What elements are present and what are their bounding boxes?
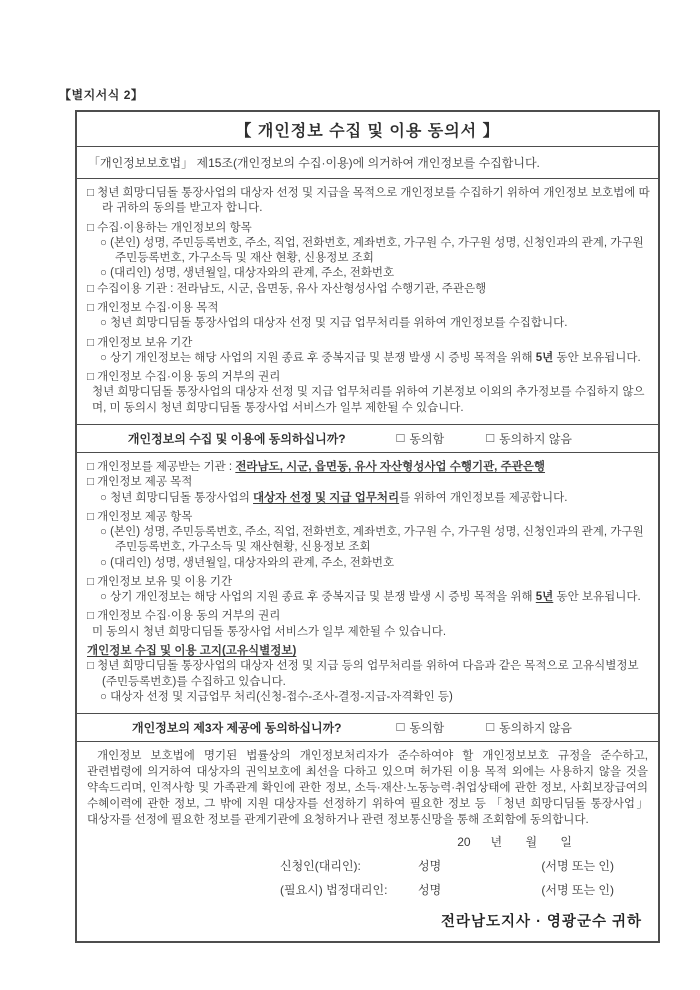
- text-segment: ○ (대리인) 성명, 생년월일, 대상자와의 관계, 주소, 전화번호: [100, 267, 395, 280]
- text-segment: 5년: [535, 351, 554, 364]
- form-text-line: [87, 266, 650, 281]
- text-segment: ○ (대리인) 성명, 생년월일, 대상자와의 관계, 주소, 전화번호: [100, 556, 395, 569]
- agree-label: 동의함: [409, 721, 445, 736]
- form-text-line: [87, 590, 650, 605]
- text-segment: 대상자 선정 및 지급 업무처리: [253, 491, 400, 504]
- form-text-line: [87, 301, 650, 316]
- applicant-signature-row: [87, 857, 648, 874]
- form-text-line: [87, 510, 650, 525]
- form-text-line: [87, 659, 650, 690]
- agree-label: 동의함: [409, 431, 445, 446]
- text-segment: □ 청년 희망디딤돌 통장사업의 대상자 선정 및 지급 등의 업무처리를 위하여 다음과 같은 목적으로 고유식별정보(주민등록번호)를 수집하고 있습니다.: [87, 660, 639, 688]
- text-segment: 동안 보유됩니다.: [553, 351, 641, 364]
- signature-seal-label: (서명 또는 인): [541, 883, 614, 898]
- text-segment: □ 수집이용 기관 : 전라남도, 시군, 읍면동, 유사 자산형성사업 수행기관, 주관은행: [87, 282, 487, 295]
- checkbox-icon[interactable]: □: [396, 429, 405, 445]
- collection-consent-question: 개인정보의 수집 및 이용에 동의하십니까?: [127, 431, 346, 446]
- form-text-line: [87, 525, 650, 556]
- signature-seal-label: (서명 또는 인): [541, 859, 614, 874]
- form-text-line: [87, 460, 650, 475]
- form-title: 【 개인정보 수집 및 이용 동의서 】: [235, 122, 500, 140]
- text-segment: □ 수집·이용하는 개인정보의 항목: [87, 221, 252, 234]
- third-party-consent-row: [77, 713, 658, 741]
- form-text-line: [87, 221, 650, 236]
- recipient-line: 전라남도지사 · 영광군수 귀하: [441, 914, 642, 931]
- third-party-provision-section: [77, 452, 658, 713]
- form-text-line: [87, 575, 650, 590]
- text-segment: 5년: [535, 591, 554, 604]
- form-text-line: [87, 491, 650, 506]
- text-segment: □ 개인정보 제공 목적: [87, 476, 193, 489]
- checkbox-icon[interactable]: □: [396, 719, 405, 735]
- text-segment: 전라남도, 시군, 읍면동, 유사 자산형성사업 수행기관, 주관은행: [235, 460, 546, 473]
- date-line: 20 년 월 일: [457, 835, 572, 850]
- form-text-line: [87, 385, 650, 416]
- text-segment: 미 동의시 청년 희망디딤돌 통장사업 서비스가 일부 제한될 수 있습니다.: [92, 625, 447, 638]
- text-segment: ○ 상기 개인정보는 해당 사업의 지원 종료 후 중복지급 및 분쟁 발생 시 증빙 목적을 위해: [100, 591, 536, 604]
- form-text-line: [87, 690, 650, 705]
- third-party-consent-question: 개인정보의 제3자 제공에 동의하십니까?: [132, 721, 342, 736]
- text-segment: □ 개인정보 수집·이용 목적: [87, 301, 219, 314]
- legal-basis-text: 「개인정보보호법」 제15조(개인정보의 수집·이용)에 의거하여 개인정보를 수집합니다.: [77, 146, 658, 178]
- disagree-label: 동의하지 않음: [499, 431, 572, 446]
- text-segment: ○ (본인) 성명, 주민등록번호, 주소, 직업, 전화번호, 계좌번호, 가구원 수, 가구원 성명, 신청인과의 관계, 가구원 주민등록번호, 가구소득 및 재산 현황, 신용정보 조회: [100, 236, 644, 265]
- text-segment: □ 청년 희망디딤돌 통장사업의 대상자 선정 및 지급을 목적으로 개인정보를 수집하기 위하여 개인정보 보호법에 따라 귀하의 동의를 받고자 합니다.: [87, 187, 650, 215]
- text-segment: 동안 보유됩니다.: [553, 591, 641, 604]
- text-segment: □ 개인정보 제공 항목: [87, 510, 193, 523]
- text-segment: ○ 대상자 선정 및 지급업무 처리(신청-접수-조사-결정-지급-자격확인 등): [100, 690, 453, 703]
- form-text-line: [87, 556, 650, 571]
- text-segment: 개인정보 수집 및 이용 고지(고유식별정보): [87, 645, 297, 658]
- form-text-line: [87, 475, 650, 490]
- text-segment: □ 개인정보 수집·이용 동의 거부의 권리: [87, 610, 281, 623]
- form-text-line: [87, 644, 650, 659]
- text-segment: 청년 희망디딤돌 통장사업의 대상자 선정 및 지급 업무처리를 위하여 기본정보 이외의 추가정보를 수집하지 않으며, 미 동의시 청년 희망디딤돌 통장사업 서비스가 일부 제한될 수 있습니다.: [92, 386, 645, 414]
- form-text-line: [87, 186, 650, 217]
- collection-use-section: [77, 178, 658, 424]
- checkbox-icon[interactable]: □: [486, 719, 495, 735]
- signature-name-label: 성명: [418, 859, 442, 874]
- footer-section: [77, 741, 658, 941]
- text-segment: ○ 상기 개인정보는 해당 사업의 지원 종료 후 중복지급 및 분쟁 발생 시 증빙 목적을 위해: [100, 351, 536, 364]
- pledge-text: 개인정보 보호법에 명기된 법률상의 개인정보처리자가 준수하여야 할 개인정보보호 규정을 준수하고, 관련법령에 의거하여 대상자의 권익보호에 최선을 다하고 있으며 허가된 이용 목적 외에는 사용하지 않을 것을 약속드리며, 인적사항 및 가족관계 확인에 관한 정보, 소득·재산·노동능력·취업상태에 관한 정보, 사회보장급여의 수혜이력에 관한 정보, 그 밖에 지원 대상자를 선정하기 위하여 필요한 정보 등 「청년 희망디딤돌 통장사업」 대상자를 선정에 필요한 정보를 관계기관에 요청하거나 관련 정보통신망을 통해 조회함에 동의합니다.: [87, 750, 648, 826]
- form-text-line: [87, 336, 650, 351]
- form-text-line: [87, 370, 650, 385]
- text-segment: □ 개인정보 보유 및 이용 기간: [87, 575, 233, 588]
- collection-consent-agree-option[interactable]: [397, 430, 445, 447]
- attachment-form-label: 【별지서식 2】: [59, 88, 144, 102]
- checkbox-icon[interactable]: □: [486, 429, 495, 445]
- text-segment: □ 개인정보 수집·이용 동의 거부의 권리: [87, 371, 281, 384]
- text-segment: ○ 청년 희망디딤돌 통장사업의 대상자 선정 및 지급 업무처리를 위하여 개인정보를 수집합니다.: [100, 317, 568, 330]
- form-text-line: [87, 609, 650, 624]
- form-text-line: [87, 625, 650, 640]
- text-segment: □ 개인정보를 제공받는 기관 :: [87, 460, 236, 473]
- disagree-label: 동의하지 않음: [499, 721, 572, 736]
- legal-representative-signature-row: [87, 881, 648, 898]
- text-segment: □ 개인정보 보유 기간: [87, 336, 193, 349]
- signature-name-label: 성명: [418, 883, 442, 898]
- third-party-consent-disagree-option[interactable]: [486, 719, 572, 736]
- text-segment: 를 위하여 개인정보를 제공합니다.: [399, 491, 568, 504]
- form-text-line: [87, 236, 650, 267]
- collection-consent-disagree-option[interactable]: [486, 430, 572, 447]
- collection-consent-row: [77, 424, 658, 452]
- consent-form: [75, 110, 660, 943]
- text-segment: ○ 청년 희망디딤돌 통장사업의: [100, 491, 254, 504]
- third-party-consent-agree-option[interactable]: [397, 719, 445, 736]
- signature-role-label: (필요시) 법정대리인:: [280, 883, 388, 898]
- form-text-line: [87, 351, 650, 366]
- signature-role-label: 신청인(대리인):: [280, 859, 361, 874]
- form-text-line: [87, 282, 650, 297]
- text-segment: ○ (본인) 성명, 주민등록번호, 주소, 직업, 전화번호, 계좌번호, 가구원 수, 가구원 성명, 신청인과의 관계, 가구원 주민등록번호, 가구소득 및 재산현황, 신용정보 조회: [100, 526, 644, 554]
- form-text-line: [87, 316, 650, 331]
